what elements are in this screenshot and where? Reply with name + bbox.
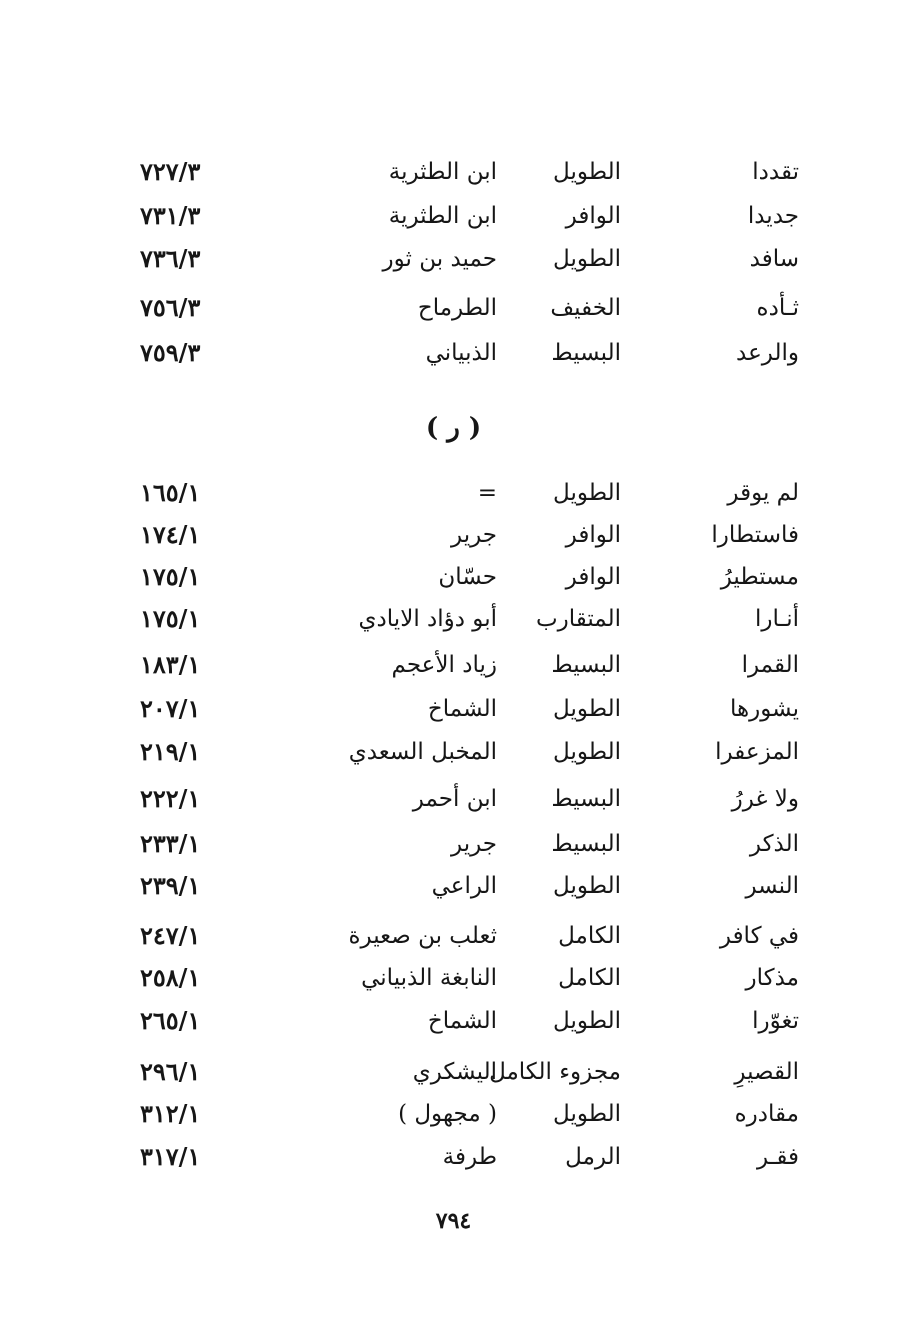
poet-name: ابن الطثرية xyxy=(388,159,497,185)
volume-page-reference: ٧٢٧/٣ xyxy=(140,157,201,186)
poetic-meter: الطويل xyxy=(553,159,621,185)
index-row xyxy=(0,824,907,864)
index-row xyxy=(0,958,907,998)
poetic-meter: الطويل xyxy=(553,1008,621,1034)
volume-page-reference: ٢٣٩/١ xyxy=(140,871,201,900)
poetic-meter: الطويل xyxy=(553,739,621,765)
poetic-meter: البسيط xyxy=(551,786,621,812)
rhyme-word: تغوّرا xyxy=(752,1008,799,1034)
rhyme-word: المزعفرا xyxy=(715,739,799,765)
volume-page-reference: ٢٢٢/١ xyxy=(140,784,201,813)
rhyme-word: أنـارا xyxy=(754,606,799,632)
poet-name: اليشكري xyxy=(412,1059,497,1085)
poetic-meter: الوافر xyxy=(565,564,621,590)
section-heading: ( ر ) xyxy=(425,413,482,443)
poet-name: جرير xyxy=(451,522,497,548)
index-row xyxy=(0,1094,907,1134)
rhyme-word: يشورها xyxy=(729,696,799,722)
index-row xyxy=(0,333,907,373)
poet-name: ابن أحمر xyxy=(412,786,497,812)
poetic-meter: المتقارب xyxy=(535,606,621,632)
index-row xyxy=(0,599,907,639)
index-row xyxy=(0,916,907,956)
volume-page-reference: ٧٥٩/٣ xyxy=(140,338,201,367)
index-row xyxy=(0,645,907,685)
index-row xyxy=(0,557,907,597)
poet-name: جرير xyxy=(451,831,497,857)
volume-page-reference: ٢٩٦/١ xyxy=(140,1057,201,1086)
rhyme-word: جديدا xyxy=(747,203,799,229)
index-row xyxy=(0,1001,907,1041)
index-row xyxy=(0,239,907,279)
volume-page-reference: ١٧٥/١ xyxy=(140,604,201,633)
index-row xyxy=(0,1137,907,1177)
rhyme-word: تقددا xyxy=(752,159,799,185)
poetic-meter: الكامل xyxy=(558,923,621,949)
poetic-meter: الطويل xyxy=(553,696,621,722)
poetic-meter: الطويل xyxy=(553,1101,621,1127)
volume-page-reference: ٢٣٣/١ xyxy=(140,829,201,858)
index-row xyxy=(0,473,907,513)
index-row xyxy=(0,196,907,236)
volume-page-reference: ١٧٤/١ xyxy=(140,520,201,549)
poet-name: الشماخ xyxy=(427,1008,497,1034)
rhyme-word: فقـر xyxy=(756,1144,799,1170)
volume-page-reference: ٢٠٧/١ xyxy=(140,694,201,723)
index-row xyxy=(0,866,907,906)
rhyme-word: مقادره xyxy=(734,1101,799,1127)
volume-page-reference: ١٦٥/١ xyxy=(140,478,201,507)
volume-page-reference: ٢٦٥/١ xyxy=(140,1006,201,1035)
rhyme-word: ثـأده xyxy=(756,295,799,321)
poetic-meter: الكامل xyxy=(558,965,621,991)
poet-name: الراعي xyxy=(431,873,497,899)
poetic-meter: الخفيف xyxy=(550,295,621,321)
index-row xyxy=(0,515,907,555)
poetic-meter: البسيط xyxy=(551,831,621,857)
volume-page-reference: ٢٥٨/١ xyxy=(140,963,201,992)
rhyme-word: مذكار xyxy=(745,965,799,991)
volume-page-reference: ١٨٣/١ xyxy=(140,650,201,679)
rhyme-word: مستطيرُ xyxy=(720,564,799,590)
poet-name: حميد بن ثور xyxy=(382,246,497,272)
poet-name: المخبل السعدي xyxy=(348,739,497,765)
poet-name: أبو دؤاد الايادي xyxy=(358,606,497,632)
poet-name: الذبياني xyxy=(425,340,497,366)
poetic-meter: مجزوء الكامل xyxy=(489,1059,621,1085)
poetic-meter: الطويل xyxy=(553,873,621,899)
poetic-meter: الوافر xyxy=(565,522,621,548)
volume-page-reference: ٧٣٦/٣ xyxy=(140,244,201,273)
poetic-meter: الرمل xyxy=(565,1144,621,1170)
poetic-meter: الطويل xyxy=(553,480,621,506)
index-row xyxy=(0,732,907,772)
poet-name: النابغة الذبياني xyxy=(361,965,497,991)
index-row xyxy=(0,779,907,819)
page-number: ٧٩٤ xyxy=(435,1208,472,1234)
poetic-meter: الطويل xyxy=(553,246,621,272)
index-row xyxy=(0,288,907,328)
index-row xyxy=(0,152,907,192)
volume-page-reference: ٧٣١/٣ xyxy=(140,201,201,230)
rhyme-word: لم يوقر xyxy=(727,480,799,506)
rhyme-word: الذكر xyxy=(749,831,799,857)
rhyme-word: القمرا xyxy=(741,652,799,678)
index-row xyxy=(0,1052,907,1092)
volume-page-reference: ١٧٥/١ xyxy=(140,562,201,591)
volume-page-reference: ٧٥٦/٣ xyxy=(140,293,201,322)
rhyme-word: سافد xyxy=(749,246,799,272)
poet-name: ابن الطثرية xyxy=(388,203,497,229)
poetic-meter: الوافر xyxy=(565,203,621,229)
poet-name: ثعلب بن صعيرة xyxy=(348,923,497,949)
rhyme-word: القصيرِ xyxy=(734,1059,799,1085)
poet-name: الشماخ xyxy=(427,696,497,722)
poet-name: زياد الأعجم xyxy=(391,652,497,678)
rhyme-word: ولا غررُ xyxy=(731,786,799,812)
poet-name: = xyxy=(477,480,497,506)
rhyme-word: والرعد xyxy=(736,340,799,366)
poet-name: طرفة xyxy=(442,1144,497,1170)
volume-page-reference: ٢١٩/١ xyxy=(140,737,201,766)
poetic-meter: البسيط xyxy=(551,652,621,678)
poetic-meter: البسيط xyxy=(551,340,621,366)
volume-page-reference: ٣١٢/١ xyxy=(140,1099,201,1128)
rhyme-word: النسر xyxy=(745,873,799,899)
poet-name: ( مجهول ) xyxy=(398,1101,497,1127)
volume-page-reference: ٣١٧/١ xyxy=(140,1142,201,1171)
index-row xyxy=(0,689,907,729)
rhyme-word: في كافر xyxy=(719,923,799,949)
poet-name: حسّان xyxy=(438,564,497,590)
volume-page-reference: ٢٤٧/١ xyxy=(140,921,201,950)
poet-name: الطرماح xyxy=(417,295,497,321)
rhyme-word: فاستطارا xyxy=(711,522,799,548)
